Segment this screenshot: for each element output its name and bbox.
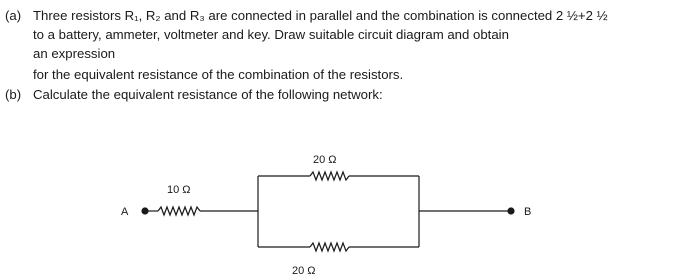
resistor-top-label: 20 Ω xyxy=(313,154,337,166)
question-b-line-1: Calculate the equivalent resistance of the following network: xyxy=(33,87,383,102)
question-a-line-4: for the equivalent resistance of the combination of the resistors. xyxy=(33,67,404,82)
question-a-tag: (a) xyxy=(5,8,22,23)
question-a-line-2: to a battery, ammeter, voltmeter and key. Draw suitable circuit diagram and obtain xyxy=(33,27,509,42)
terminal-b-label: B xyxy=(524,206,532,218)
terminal-b-dot xyxy=(507,207,514,214)
resistor-top-20-ohm xyxy=(310,172,349,180)
resistor-bottom-20-ohm xyxy=(310,243,349,251)
terminal-a-dot xyxy=(141,207,148,214)
resistor-bottom-label: 20 Ω xyxy=(292,265,316,277)
question-a-line-1: Three resistors R₁, R₂ and R₃ are connected in parallel and the combination is connected 2 ½+2 ½ xyxy=(33,8,608,23)
resistor-series-label: 10 Ω xyxy=(167,184,191,196)
question-a-line-3: an expression xyxy=(33,46,116,61)
resistor-series-10-ohm xyxy=(158,207,200,215)
question-b-tag: (b) xyxy=(5,87,22,102)
terminal-a-label: A xyxy=(121,206,129,218)
